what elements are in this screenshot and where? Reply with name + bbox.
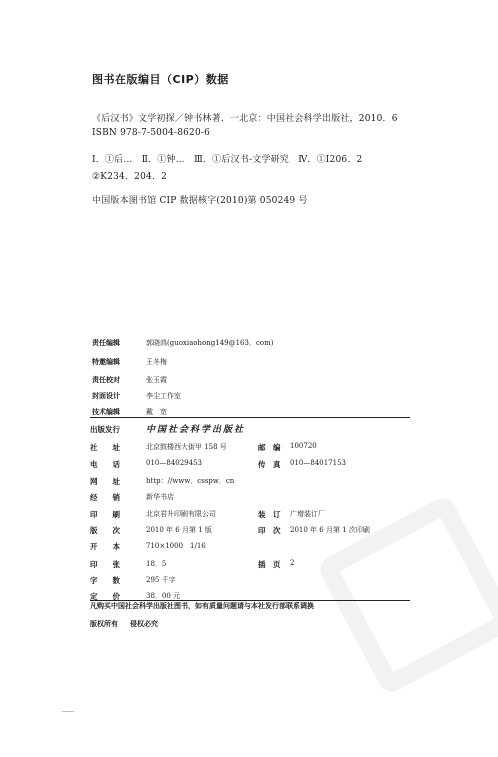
cip-line-bibliographic: 《后汉书》文学初探／钟书林著．一北京：中国社会科学出版社，2010．6 bbox=[92, 114, 398, 124]
pub-label-printing: 印 次 bbox=[258, 526, 281, 535]
copyright-notice bbox=[90, 619, 158, 629]
pub-label-phone: 电 话 bbox=[90, 460, 120, 469]
pub-value-word-count: 295 千字 bbox=[146, 576, 176, 584]
pub-label-sheets: 印 张 bbox=[90, 560, 120, 569]
pub-value-binding: 广增装订厂 bbox=[290, 510, 325, 518]
pub-label-binding: 装 订 bbox=[258, 510, 281, 519]
pub-value-price: 38．00 元 bbox=[146, 592, 181, 600]
staff-label-cover-design: 封面设计 bbox=[92, 392, 120, 400]
pub-value-postcode: 100720 bbox=[290, 442, 317, 450]
cip-line-classification-2: ②K234．204．2 bbox=[92, 172, 168, 182]
pub-label-postcode: 邮 编 bbox=[258, 443, 281, 452]
cip-line-data-number: 中国版本图书馆 CIP 数据核字(2010)第 050249 号 bbox=[92, 196, 308, 206]
pub-value-edition: 2010 年 6 月第 1 版 bbox=[146, 526, 212, 534]
rights-value: 侵权必究 bbox=[130, 620, 158, 628]
publisher-label: 出版发行 bbox=[90, 425, 120, 434]
pub-value-printer: 北京君升印刷有限公司 bbox=[146, 510, 216, 518]
pub-label-price: 定 价 bbox=[90, 592, 120, 601]
pub-value-website: http：//www．csspw．cn bbox=[146, 477, 235, 485]
scan-mark bbox=[62, 711, 74, 712]
pub-value-distributor: 新华书店 bbox=[146, 493, 174, 501]
pub-label-website: 网 址 bbox=[90, 477, 120, 486]
pub-value-phone: 010—84029453 bbox=[146, 459, 202, 467]
pub-value-inserts: 2 bbox=[290, 559, 295, 567]
staff-label-guest-editor: 特邀编辑 bbox=[92, 358, 120, 366]
rights-label: 版权所有 bbox=[90, 620, 118, 628]
pub-label-fax: 传 真 bbox=[258, 460, 281, 469]
staff-label-proofreader: 责任校对 bbox=[92, 376, 120, 384]
pub-label-distributor: 经 销 bbox=[90, 493, 120, 502]
pub-label-inserts: 插 页 bbox=[258, 560, 281, 569]
pub-label-format: 开 本 bbox=[90, 542, 120, 551]
staff-value-tech-editor: 戴 宽 bbox=[146, 408, 167, 416]
divider-top bbox=[90, 417, 410, 418]
staff-value-cover-design: 李尘工作室 bbox=[146, 392, 181, 400]
pub-label-address: 社 址 bbox=[90, 443, 120, 452]
pub-value-sheets: 18．5 bbox=[146, 560, 167, 568]
staff-label-tech-editor: 技术编辑 bbox=[92, 408, 120, 416]
pub-value-fax: 010—84017153 bbox=[290, 459, 346, 467]
quality-notice: 凡购买中国社会科学出版社图书，如有质量问题请与本社发行部联系调换 bbox=[90, 602, 314, 610]
cip-title: 图书在版编目（CIP）数据 bbox=[92, 73, 229, 86]
cip-line-isbn: ISBN 978-7-5004-8620-6 bbox=[92, 128, 211, 138]
staff-value-editor: 郭晓鸿(guoxiaohong149@163．com) bbox=[146, 339, 274, 347]
pub-label-edition: 版 次 bbox=[90, 526, 120, 535]
publisher-name-logo: 中国社会科学出版社 bbox=[146, 425, 246, 435]
staff-value-proofreader: 张玉霞 bbox=[146, 376, 167, 384]
faint-watermark bbox=[316, 494, 498, 697]
staff-label-editor: 责任编辑 bbox=[92, 339, 120, 347]
cip-line-classification: Ⅰ．①后… Ⅱ．①钟… Ⅲ．①后汉书-文学研究 Ⅳ．①I206．2 bbox=[92, 155, 363, 165]
pub-label-printer: 印 刷 bbox=[90, 510, 120, 519]
pub-value-address: 北京鼓楼西大街甲 158 号 bbox=[146, 443, 227, 451]
staff-value-guest-editor: 王冬梅 bbox=[146, 358, 167, 366]
pub-label-word-count: 字 数 bbox=[90, 576, 120, 585]
pub-value-printing: 2010 年 6 月第 1 次印刷 bbox=[290, 526, 370, 534]
pub-value-format: 710×1000 1/16 bbox=[146, 542, 206, 550]
